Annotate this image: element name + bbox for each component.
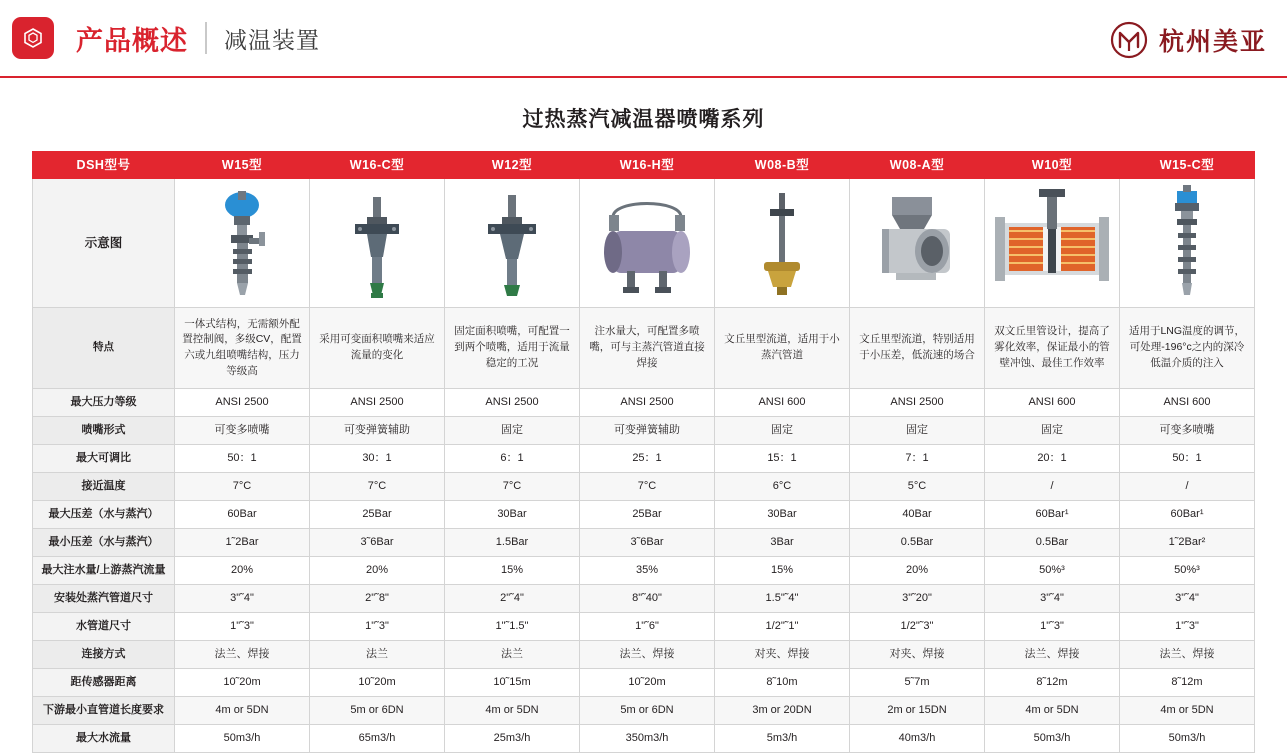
spec-table bbox=[32, 151, 1255, 753]
table-cell: 1/2"˜3" bbox=[850, 613, 985, 641]
table-cell: 8˜12m bbox=[985, 669, 1120, 697]
table-cell: 1"˜3" bbox=[1120, 613, 1255, 641]
brand-name: 杭州美亚 bbox=[1158, 28, 1267, 56]
table-cell: 60Bar bbox=[175, 501, 310, 529]
table-cell: / bbox=[1120, 473, 1255, 501]
table-cell: 3˜6Bar bbox=[580, 529, 715, 557]
table-cell: 固定 bbox=[850, 417, 985, 445]
table-cell: 30Bar bbox=[445, 501, 580, 529]
table-cell: ANSI 2500 bbox=[310, 389, 445, 417]
table-cell: 1˜2Bar bbox=[175, 529, 310, 557]
row-label: 最大压差（水与蒸汽） bbox=[33, 501, 175, 529]
table-cell: 4m or 5DN bbox=[445, 697, 580, 725]
table-cell: / bbox=[985, 473, 1120, 501]
table-cell: 3˜6Bar bbox=[310, 529, 445, 557]
column-header-w16h: W16-H型 bbox=[580, 152, 715, 179]
table-cell: 5m3/h bbox=[715, 725, 850, 753]
table-cell: 50m3/h bbox=[1120, 725, 1255, 753]
table-cell: 10˜20m bbox=[580, 669, 715, 697]
row-label: 距传感器距离 bbox=[33, 669, 175, 697]
column-header-w12: W12型 bbox=[445, 152, 580, 179]
table-cell: ANSI 600 bbox=[985, 389, 1120, 417]
column-header-w15c: W15-C型 bbox=[1120, 152, 1255, 179]
table-cell: 50m3/h bbox=[175, 725, 310, 753]
table-cell: ANSI 2500 bbox=[445, 389, 580, 417]
table-cell: 60Bar¹ bbox=[1120, 501, 1255, 529]
table-cell: 7°C bbox=[310, 473, 445, 501]
row-label: 水管道尺寸 bbox=[33, 613, 175, 641]
table-cell: 3"˜20" bbox=[850, 585, 985, 613]
feature-w15c: 适用于LNG温度的调节，可处理-196°c之内的深冷低温介质的注入 bbox=[1120, 308, 1255, 389]
table-cell: 25m3/h bbox=[445, 725, 580, 753]
table-row-max-pressure-rating bbox=[33, 389, 1255, 417]
table-cell: 8"˜40" bbox=[580, 585, 715, 613]
table-cell: 20% bbox=[175, 557, 310, 585]
table-cell: 2"˜8" bbox=[310, 585, 445, 613]
table-cell: ANSI 2500 bbox=[580, 389, 715, 417]
column-header-model: DSH型号 bbox=[33, 152, 175, 179]
row-label-diagram: 示意图 bbox=[33, 179, 175, 308]
table-cell: 50%³ bbox=[985, 557, 1120, 585]
table-cell: 8˜10m bbox=[715, 669, 850, 697]
table-cell: 15% bbox=[715, 557, 850, 585]
table-cell: 10˜20m bbox=[175, 669, 310, 697]
table-row-nozzle-type bbox=[33, 417, 1255, 445]
table-cell: 可变多喷嘴 bbox=[175, 417, 310, 445]
row-label: 最大压力等级 bbox=[33, 389, 175, 417]
table-row-max-differential-pressure bbox=[33, 501, 1255, 529]
table-cell: 1"˜1.5" bbox=[445, 613, 580, 641]
table-cell: 2m or 15DN bbox=[850, 697, 985, 725]
table-cell: 法兰、焊接 bbox=[985, 641, 1120, 669]
table-row-max-turndown bbox=[33, 445, 1255, 473]
feature-w16c: 采用可变面积喷嘴来适应流量的变化 bbox=[310, 308, 445, 389]
table-cell: 法兰 bbox=[445, 641, 580, 669]
row-label: 接近温度 bbox=[33, 473, 175, 501]
table-cell: 4m or 5DN bbox=[1120, 697, 1255, 725]
table-cell: 50m3/h bbox=[985, 725, 1120, 753]
table-cell: 5m or 6DN bbox=[310, 697, 445, 725]
table-row-diagram bbox=[33, 179, 1255, 308]
table-cell: 对夹、焊接 bbox=[715, 641, 850, 669]
table-cell: 6°C bbox=[715, 473, 850, 501]
table-cell: 15：1 bbox=[715, 445, 850, 473]
table-cell: 50：1 bbox=[175, 445, 310, 473]
nozzle-w15c-diagram bbox=[1120, 179, 1255, 308]
table-cell: 固定 bbox=[715, 417, 850, 445]
table-row-downstream-straight-pipe bbox=[33, 697, 1255, 725]
table-cell: 1.5Bar bbox=[445, 529, 580, 557]
page-title-main: 产品概述 bbox=[76, 25, 188, 56]
brand-block bbox=[1109, 20, 1267, 60]
feature-w15: 一体式结构，无需额外配置控制阀，多级CV，配置六或九组喷嘴结构，压力等级高 bbox=[175, 308, 310, 389]
table-header-row bbox=[33, 152, 1255, 179]
table-cell: 1"˜6" bbox=[580, 613, 715, 641]
column-header-w15: W15型 bbox=[175, 152, 310, 179]
column-header-w08b: W08-B型 bbox=[715, 152, 850, 179]
table-cell: 1˜2Bar² bbox=[1120, 529, 1255, 557]
nozzle-w16c-diagram bbox=[310, 179, 445, 308]
table-cell: 1"˜3" bbox=[175, 613, 310, 641]
table-cell: 1/2"˜1" bbox=[715, 613, 850, 641]
nozzle-w15-diagram bbox=[175, 179, 310, 308]
table-row-min-differential-pressure bbox=[33, 529, 1255, 557]
title-divider bbox=[205, 22, 207, 54]
row-label: 下游最小直管道长度要求 bbox=[33, 697, 175, 725]
table-cell: 法兰、焊接 bbox=[175, 641, 310, 669]
table-cell: ANSI 600 bbox=[1120, 389, 1255, 417]
feature-w12: 固定面积喷嘴，可配置一到两个喷嘴，适用于流量稳定的工况 bbox=[445, 308, 580, 389]
table-cell: 对夹、焊接 bbox=[850, 641, 985, 669]
nozzle-w12-diagram bbox=[445, 179, 580, 308]
table-cell: 3m or 20DN bbox=[715, 697, 850, 725]
spec-table-wrapper bbox=[32, 151, 1255, 753]
row-label: 喷嘴形式 bbox=[33, 417, 175, 445]
table-cell: 20% bbox=[850, 557, 985, 585]
table-cell: 法兰、焊接 bbox=[1120, 641, 1255, 669]
table-cell: 10˜20m bbox=[310, 669, 445, 697]
table-cell: 20% bbox=[310, 557, 445, 585]
table-cell: 30Bar bbox=[715, 501, 850, 529]
table-cell: 15% bbox=[445, 557, 580, 585]
row-label: 连接方式 bbox=[33, 641, 175, 669]
table-cell: 1.5"˜4" bbox=[715, 585, 850, 613]
table-cell: 固定 bbox=[985, 417, 1120, 445]
column-header-w08a: W08-A型 bbox=[850, 152, 985, 179]
table-row-max-water-ratio bbox=[33, 557, 1255, 585]
column-header-w10: W10型 bbox=[985, 152, 1120, 179]
table-cell: 固定 bbox=[445, 417, 580, 445]
table-cell: 65m3/h bbox=[310, 725, 445, 753]
column-header-w16c: W16-C型 bbox=[310, 152, 445, 179]
table-cell: 5˜7m bbox=[850, 669, 985, 697]
hexagon-badge-icon bbox=[12, 17, 54, 59]
table-row-sensor-distance bbox=[33, 669, 1255, 697]
table-cell: 25：1 bbox=[580, 445, 715, 473]
table-cell: 30：1 bbox=[310, 445, 445, 473]
table-cell: 1"˜3" bbox=[310, 613, 445, 641]
row-label: 安装处蒸汽管道尺寸 bbox=[33, 585, 175, 613]
table-cell: 40m3/h bbox=[850, 725, 985, 753]
table-cell: 350m3/h bbox=[580, 725, 715, 753]
table-cell: 可变多喷嘴 bbox=[1120, 417, 1255, 445]
table-cell: 3"˜4" bbox=[175, 585, 310, 613]
table-cell: 0.5Bar bbox=[850, 529, 985, 557]
table-cell: 4m or 5DN bbox=[985, 697, 1120, 725]
row-label: 最大注水量/上游蒸汽流量 bbox=[33, 557, 175, 585]
table-cell: 4m or 5DN bbox=[175, 697, 310, 725]
table-cell: 5°C bbox=[850, 473, 985, 501]
table-cell: 0.5Bar bbox=[985, 529, 1120, 557]
row-label: 最大可调比 bbox=[33, 445, 175, 473]
nozzle-w16h-diagram bbox=[580, 179, 715, 308]
table-cell: 7°C bbox=[445, 473, 580, 501]
table-cell: 8˜12m bbox=[1120, 669, 1255, 697]
feature-w10: 双文丘里管设计，提高了雾化效率，保证最小的管壁冲蚀、最佳工作效率 bbox=[985, 308, 1120, 389]
table-cell: 2"˜4" bbox=[445, 585, 580, 613]
table-cell: 3Bar bbox=[715, 529, 850, 557]
feature-w16h: 注水量大，可配置多喷嘴，可与主蒸汽管道直接焊接 bbox=[580, 308, 715, 389]
meiya-m-logo-icon bbox=[1109, 20, 1149, 60]
table-cell: 法兰 bbox=[310, 641, 445, 669]
table-cell: ANSI 2500 bbox=[850, 389, 985, 417]
document-title: 过热蒸汽减温器喷嘴系列 bbox=[522, 108, 765, 131]
table-cell: 5m or 6DN bbox=[580, 697, 715, 725]
table-cell: 1"˜3" bbox=[985, 613, 1120, 641]
table-row-max-water-flow bbox=[33, 725, 1255, 753]
table-cell: 20：1 bbox=[985, 445, 1120, 473]
row-label: 最大水流量 bbox=[33, 725, 175, 753]
table-cell: 7：1 bbox=[850, 445, 985, 473]
page-header bbox=[0, 0, 1287, 78]
table-cell: 50：1 bbox=[1120, 445, 1255, 473]
table-cell: 25Bar bbox=[580, 501, 715, 529]
table-row-steam-pipe-size bbox=[33, 585, 1255, 613]
table-cell: 40Bar bbox=[850, 501, 985, 529]
table-cell: 6：1 bbox=[445, 445, 580, 473]
nozzle-w08b-diagram bbox=[715, 179, 850, 308]
page-title-sub: 减温装置 bbox=[224, 26, 320, 53]
nozzle-w08a-diagram bbox=[850, 179, 985, 308]
table-cell: 3"˜4" bbox=[985, 585, 1120, 613]
table-cell: 7°C bbox=[580, 473, 715, 501]
table-row-features bbox=[33, 308, 1255, 389]
table-row-approach-temperature bbox=[33, 473, 1255, 501]
table-row-connection-type bbox=[33, 641, 1255, 669]
row-label-features: 特点 bbox=[33, 308, 175, 389]
table-cell: 7°C bbox=[175, 473, 310, 501]
feature-w08a: 文丘里型流道，特别适用于小压差，低流速的场合 bbox=[850, 308, 985, 389]
table-cell: 可变弹簧辅助 bbox=[580, 417, 715, 445]
table-cell: 10˜15m bbox=[445, 669, 580, 697]
table-row-water-pipe-size bbox=[33, 613, 1255, 641]
table-cell: 法兰、焊接 bbox=[580, 641, 715, 669]
table-cell: 35% bbox=[580, 557, 715, 585]
table-cell: 50%³ bbox=[1120, 557, 1255, 585]
table-cell: 可变弹簧辅助 bbox=[310, 417, 445, 445]
nozzle-w10-diagram bbox=[985, 179, 1120, 308]
table-cell: 3"˜4" bbox=[1120, 585, 1255, 613]
table-cell: ANSI 600 bbox=[715, 389, 850, 417]
table-cell: 25Bar bbox=[310, 501, 445, 529]
table-cell: 60Bar¹ bbox=[985, 501, 1120, 529]
table-cell: ANSI 2500 bbox=[175, 389, 310, 417]
feature-w08b: 文丘里型流道，适用于小蒸汽管道 bbox=[715, 308, 850, 389]
row-label: 最小压差（水与蒸汽） bbox=[33, 529, 175, 557]
